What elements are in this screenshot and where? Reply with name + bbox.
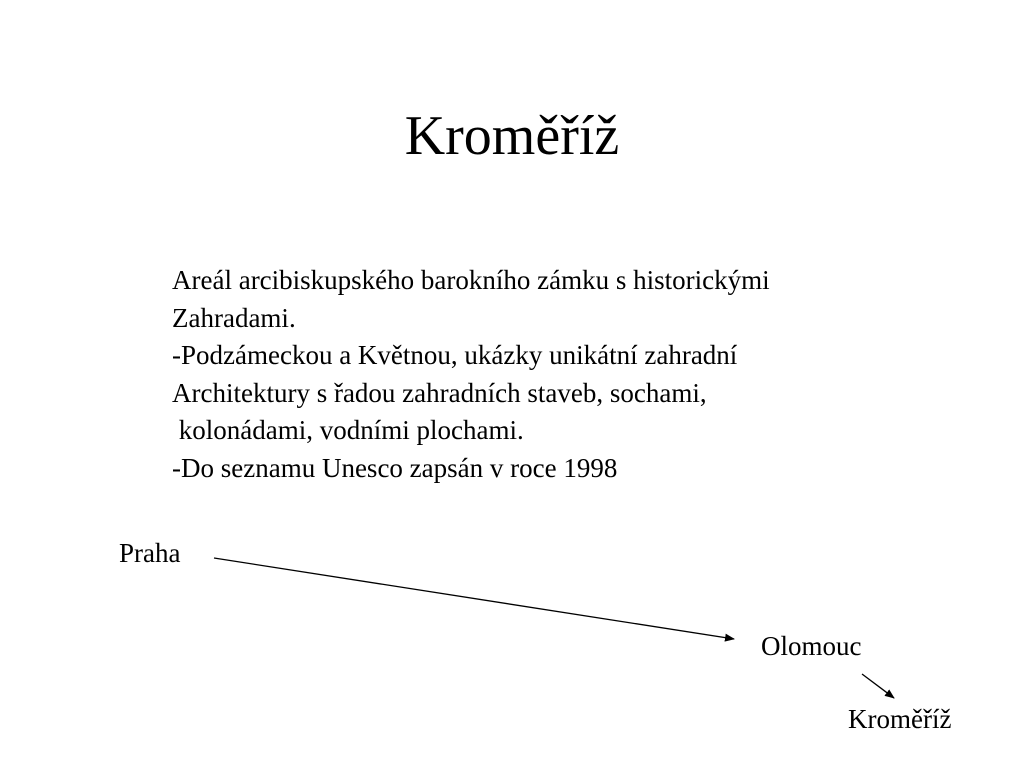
body-line: Areál arcibiskupského barokního zámku s historickými xyxy=(172,265,770,295)
arrow-praha-to-olomouc xyxy=(214,558,734,639)
body-line: Architektury s řadou zahradních staveb, sochami, xyxy=(172,377,707,408)
slide-title: Kroměříž xyxy=(404,105,620,167)
route-start-label: Praha xyxy=(119,538,181,568)
route-middle-label: Olomouc xyxy=(761,631,862,661)
body-line: -Podzámeckou a Květnou, ukázky unikátní zahradní xyxy=(172,340,738,370)
route-end-label: Kroměříž xyxy=(848,704,952,734)
body-line: kolonádami, vodními plochami. xyxy=(172,415,524,445)
body-line: -Do seznamu Unesco zapsán v roce 1998 xyxy=(172,452,618,483)
slide-body xyxy=(172,262,972,487)
body-line: Zahradami. xyxy=(172,302,296,333)
arrow-olomouc-to-kromeriz xyxy=(862,674,894,698)
